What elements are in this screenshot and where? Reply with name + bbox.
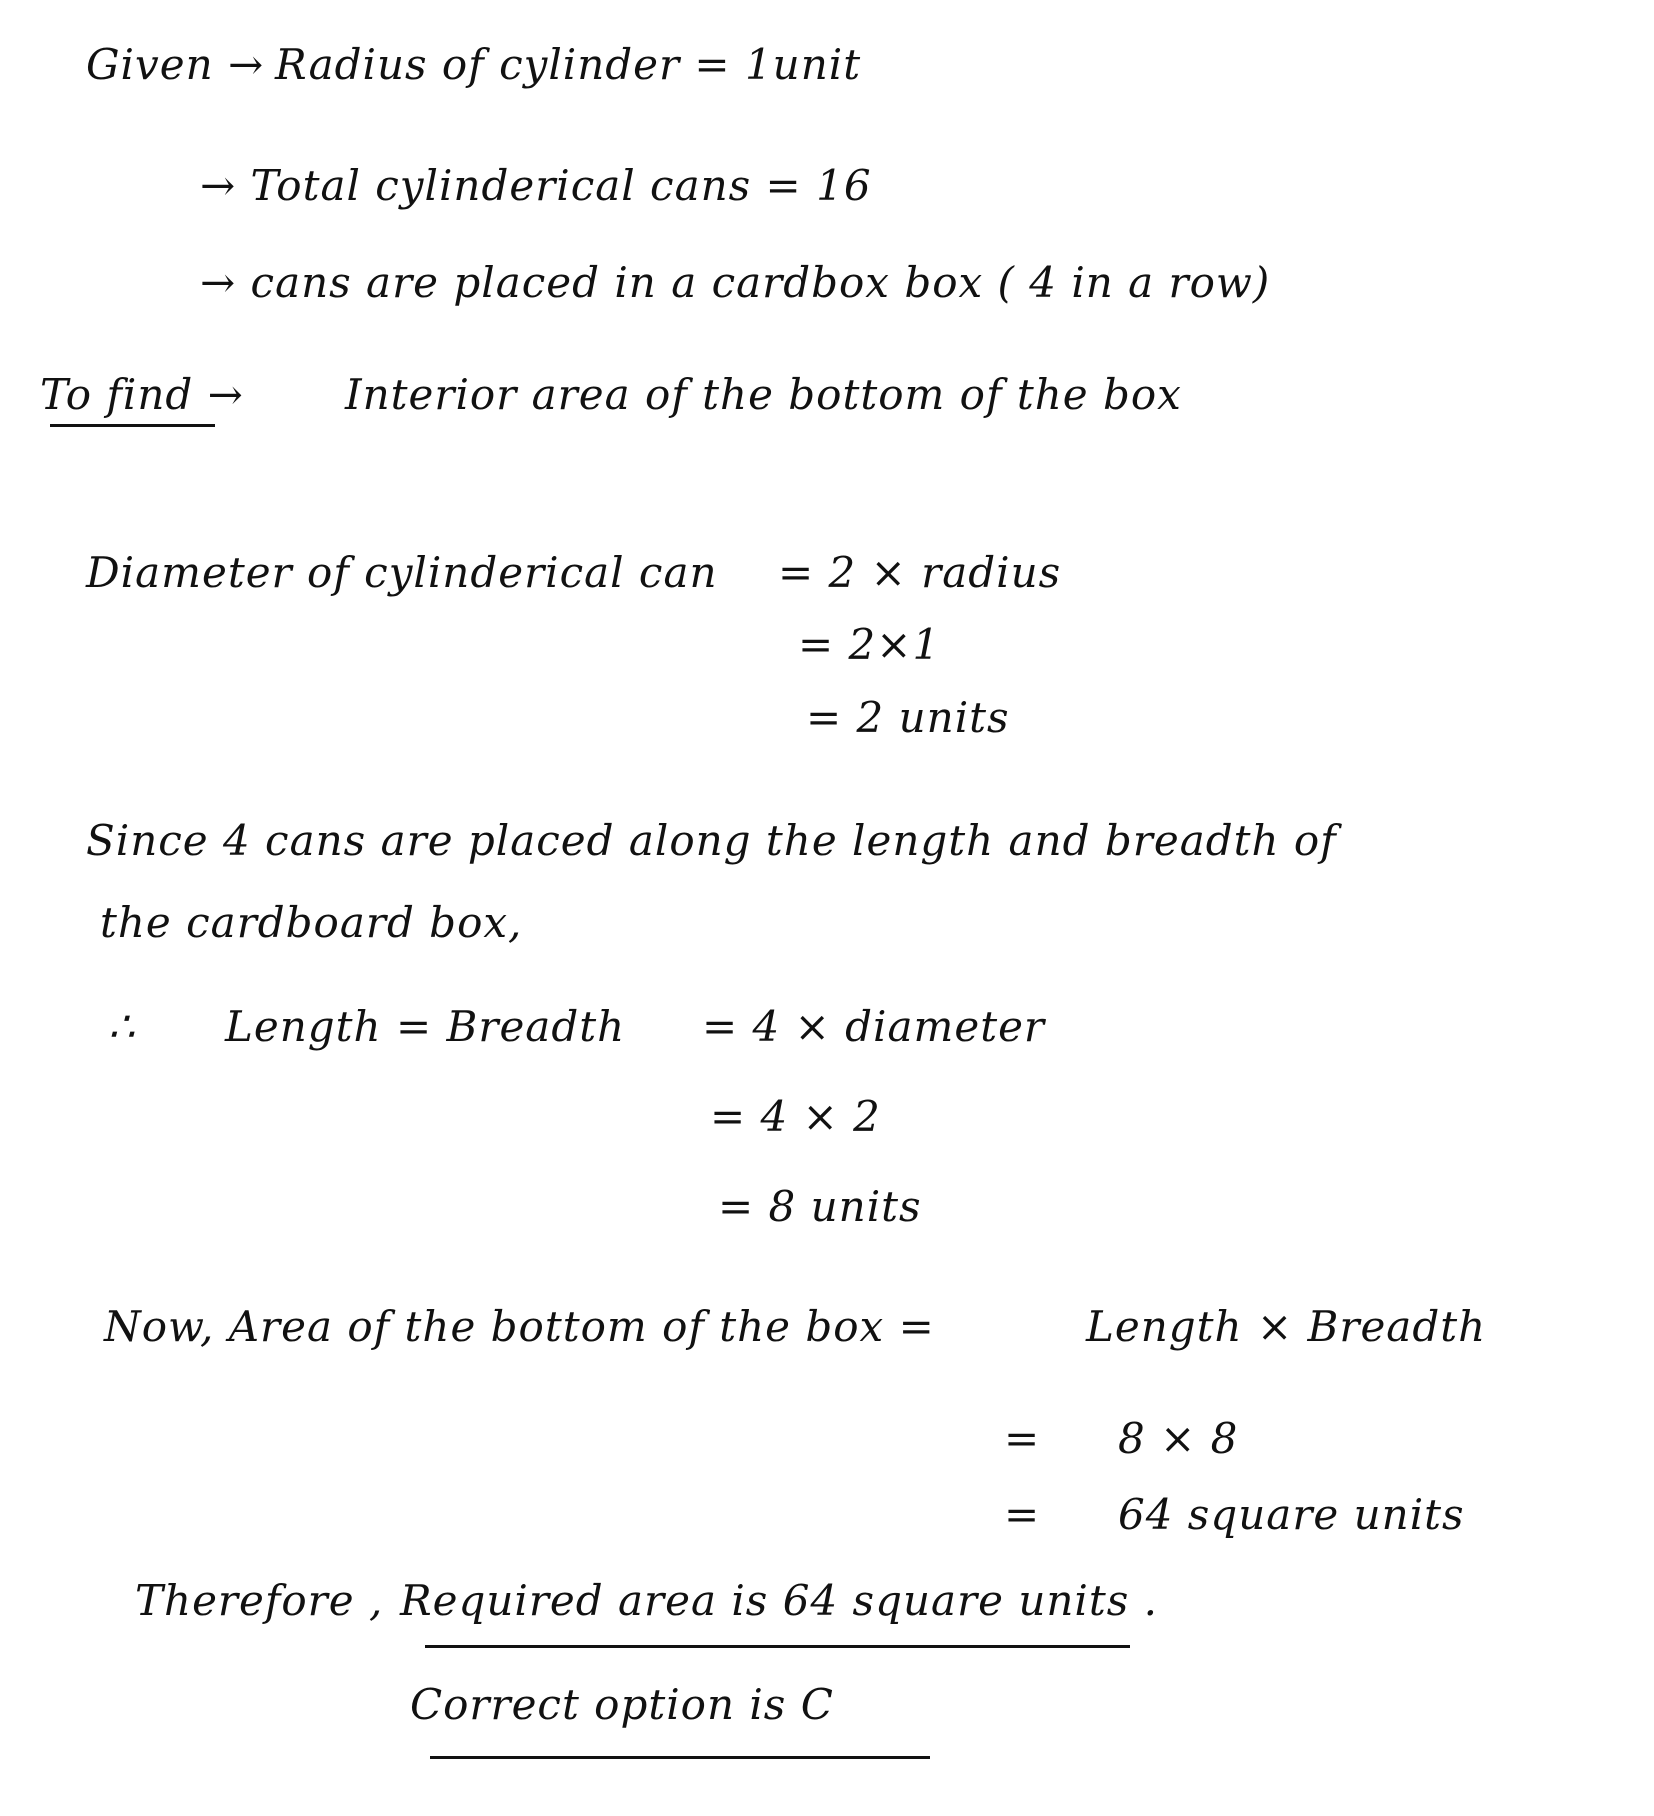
diameter-line3: = 2 units <box>806 693 1010 742</box>
given-radius: Radius of cylinder = 1unit <box>275 40 862 89</box>
area-label: Now, Area of the bottom of the box = <box>104 1302 935 1351</box>
diameter-line1: = 2 × radius <box>778 548 1062 597</box>
correct-underline <box>430 1756 930 1759</box>
length-breadth-lhs: Length = Breadth <box>225 1002 626 1051</box>
conclusion-required: Required area is 64 square units . <box>400 1576 1158 1625</box>
given-total-cans: → Total cylinderical cans = 16 <box>200 161 872 210</box>
diameter-line2: = 2×1 <box>798 620 941 669</box>
therefore-symbol: ∴ <box>108 1002 136 1051</box>
given-label: Given → <box>86 40 265 89</box>
area-line2-eq: = <box>1004 1414 1041 1463</box>
area-line3: 64 square units <box>1118 1490 1465 1539</box>
length-line1: = 4 × diameter <box>702 1002 1046 1051</box>
given-placement: → cans are placed in a cardbox box ( 4 in a row) <box>200 258 1271 307</box>
conclusion-therefore: Therefore , <box>135 1576 384 1625</box>
since-line2: the cardboard box, <box>100 898 523 947</box>
area-line3-eq: = <box>1004 1490 1041 1539</box>
to-find-label: To find → <box>40 370 244 419</box>
to-find-text: Interior area of the bottom of the box <box>345 370 1182 419</box>
since-line1: Since 4 cans are placed along the length and breadth of <box>86 816 1337 865</box>
required-underline <box>425 1645 1130 1648</box>
conclusion-correct: Correct option is C <box>410 1680 834 1729</box>
length-line2: = 4 × 2 <box>710 1092 881 1141</box>
diameter-label: Diameter of cylinderical can <box>86 548 718 597</box>
area-line2: 8 × 8 <box>1118 1414 1239 1463</box>
length-line3: = 8 units <box>718 1182 922 1231</box>
to-find-underline <box>50 424 215 427</box>
area-line1: Length × Breadth <box>1086 1302 1487 1351</box>
